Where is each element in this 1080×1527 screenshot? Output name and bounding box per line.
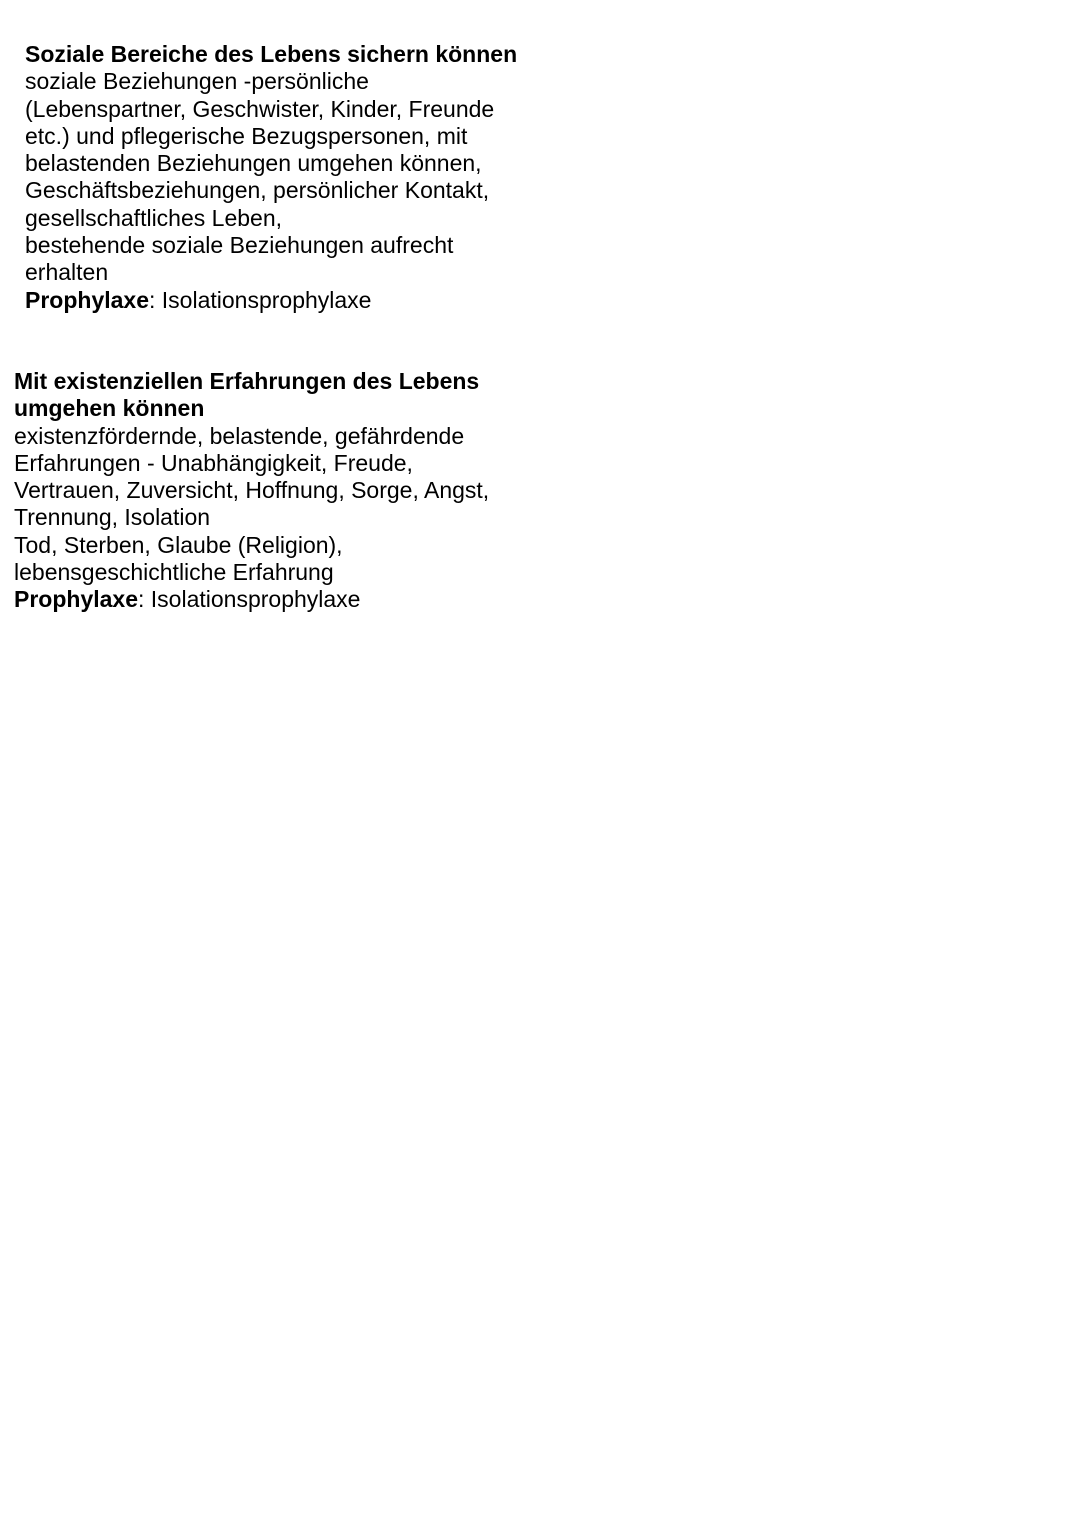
body-line: Trennung, Isolation xyxy=(14,504,211,531)
body-line: Geschäftsbeziehungen, persönlicher Kontakt, xyxy=(25,177,490,204)
body-line: lebensgeschichtliche Erfahrung xyxy=(14,559,334,586)
body-line: Tod, Sterben, Glaube (Religion), xyxy=(14,531,343,558)
body-line: existenzfördernde, belastende, gefährdende xyxy=(14,422,465,449)
prophylaxe-value: : Isolationsprophylaxe xyxy=(138,586,361,613)
section-heading: Soziale Bereiche des Lebens sichern können xyxy=(25,41,518,67)
body-line: gesellschaftliches Leben, xyxy=(25,204,282,231)
section-existenzielle-erfahrungen xyxy=(14,368,489,614)
body-line: belastenden Beziehungen umgehen können, xyxy=(25,150,482,177)
body-line: Vertrauen, Zuversicht, Hoffnung, Sorge, Angst, xyxy=(14,477,490,504)
body-line: Erfahrungen - Unabhängigkeit, Freude, xyxy=(14,449,413,476)
body-line: etc.) und pflegerische Bezugspersonen, mit xyxy=(25,122,468,149)
body-line: (Lebenspartner, Geschwister, Kinder, Freunde xyxy=(25,95,495,122)
section-heading: Mit existenziellen Erfahrungen des Lebens xyxy=(14,368,480,394)
prophylaxe-line xyxy=(14,586,489,613)
body-line: bestehende soziale Beziehungen aufrecht xyxy=(25,232,454,259)
prophylaxe-label: Prophylaxe xyxy=(14,586,138,613)
body-line: soziale Beziehungen -persönliche xyxy=(25,68,369,95)
body-line: erhalten xyxy=(25,259,109,286)
prophylaxe-value: : Isolationsprophylaxe xyxy=(149,286,372,313)
prophylaxe-label: Prophylaxe xyxy=(25,286,149,313)
section-soziale-bereiche xyxy=(25,41,517,314)
prophylaxe-line xyxy=(25,287,517,314)
section-heading: umgehen können xyxy=(14,395,205,422)
